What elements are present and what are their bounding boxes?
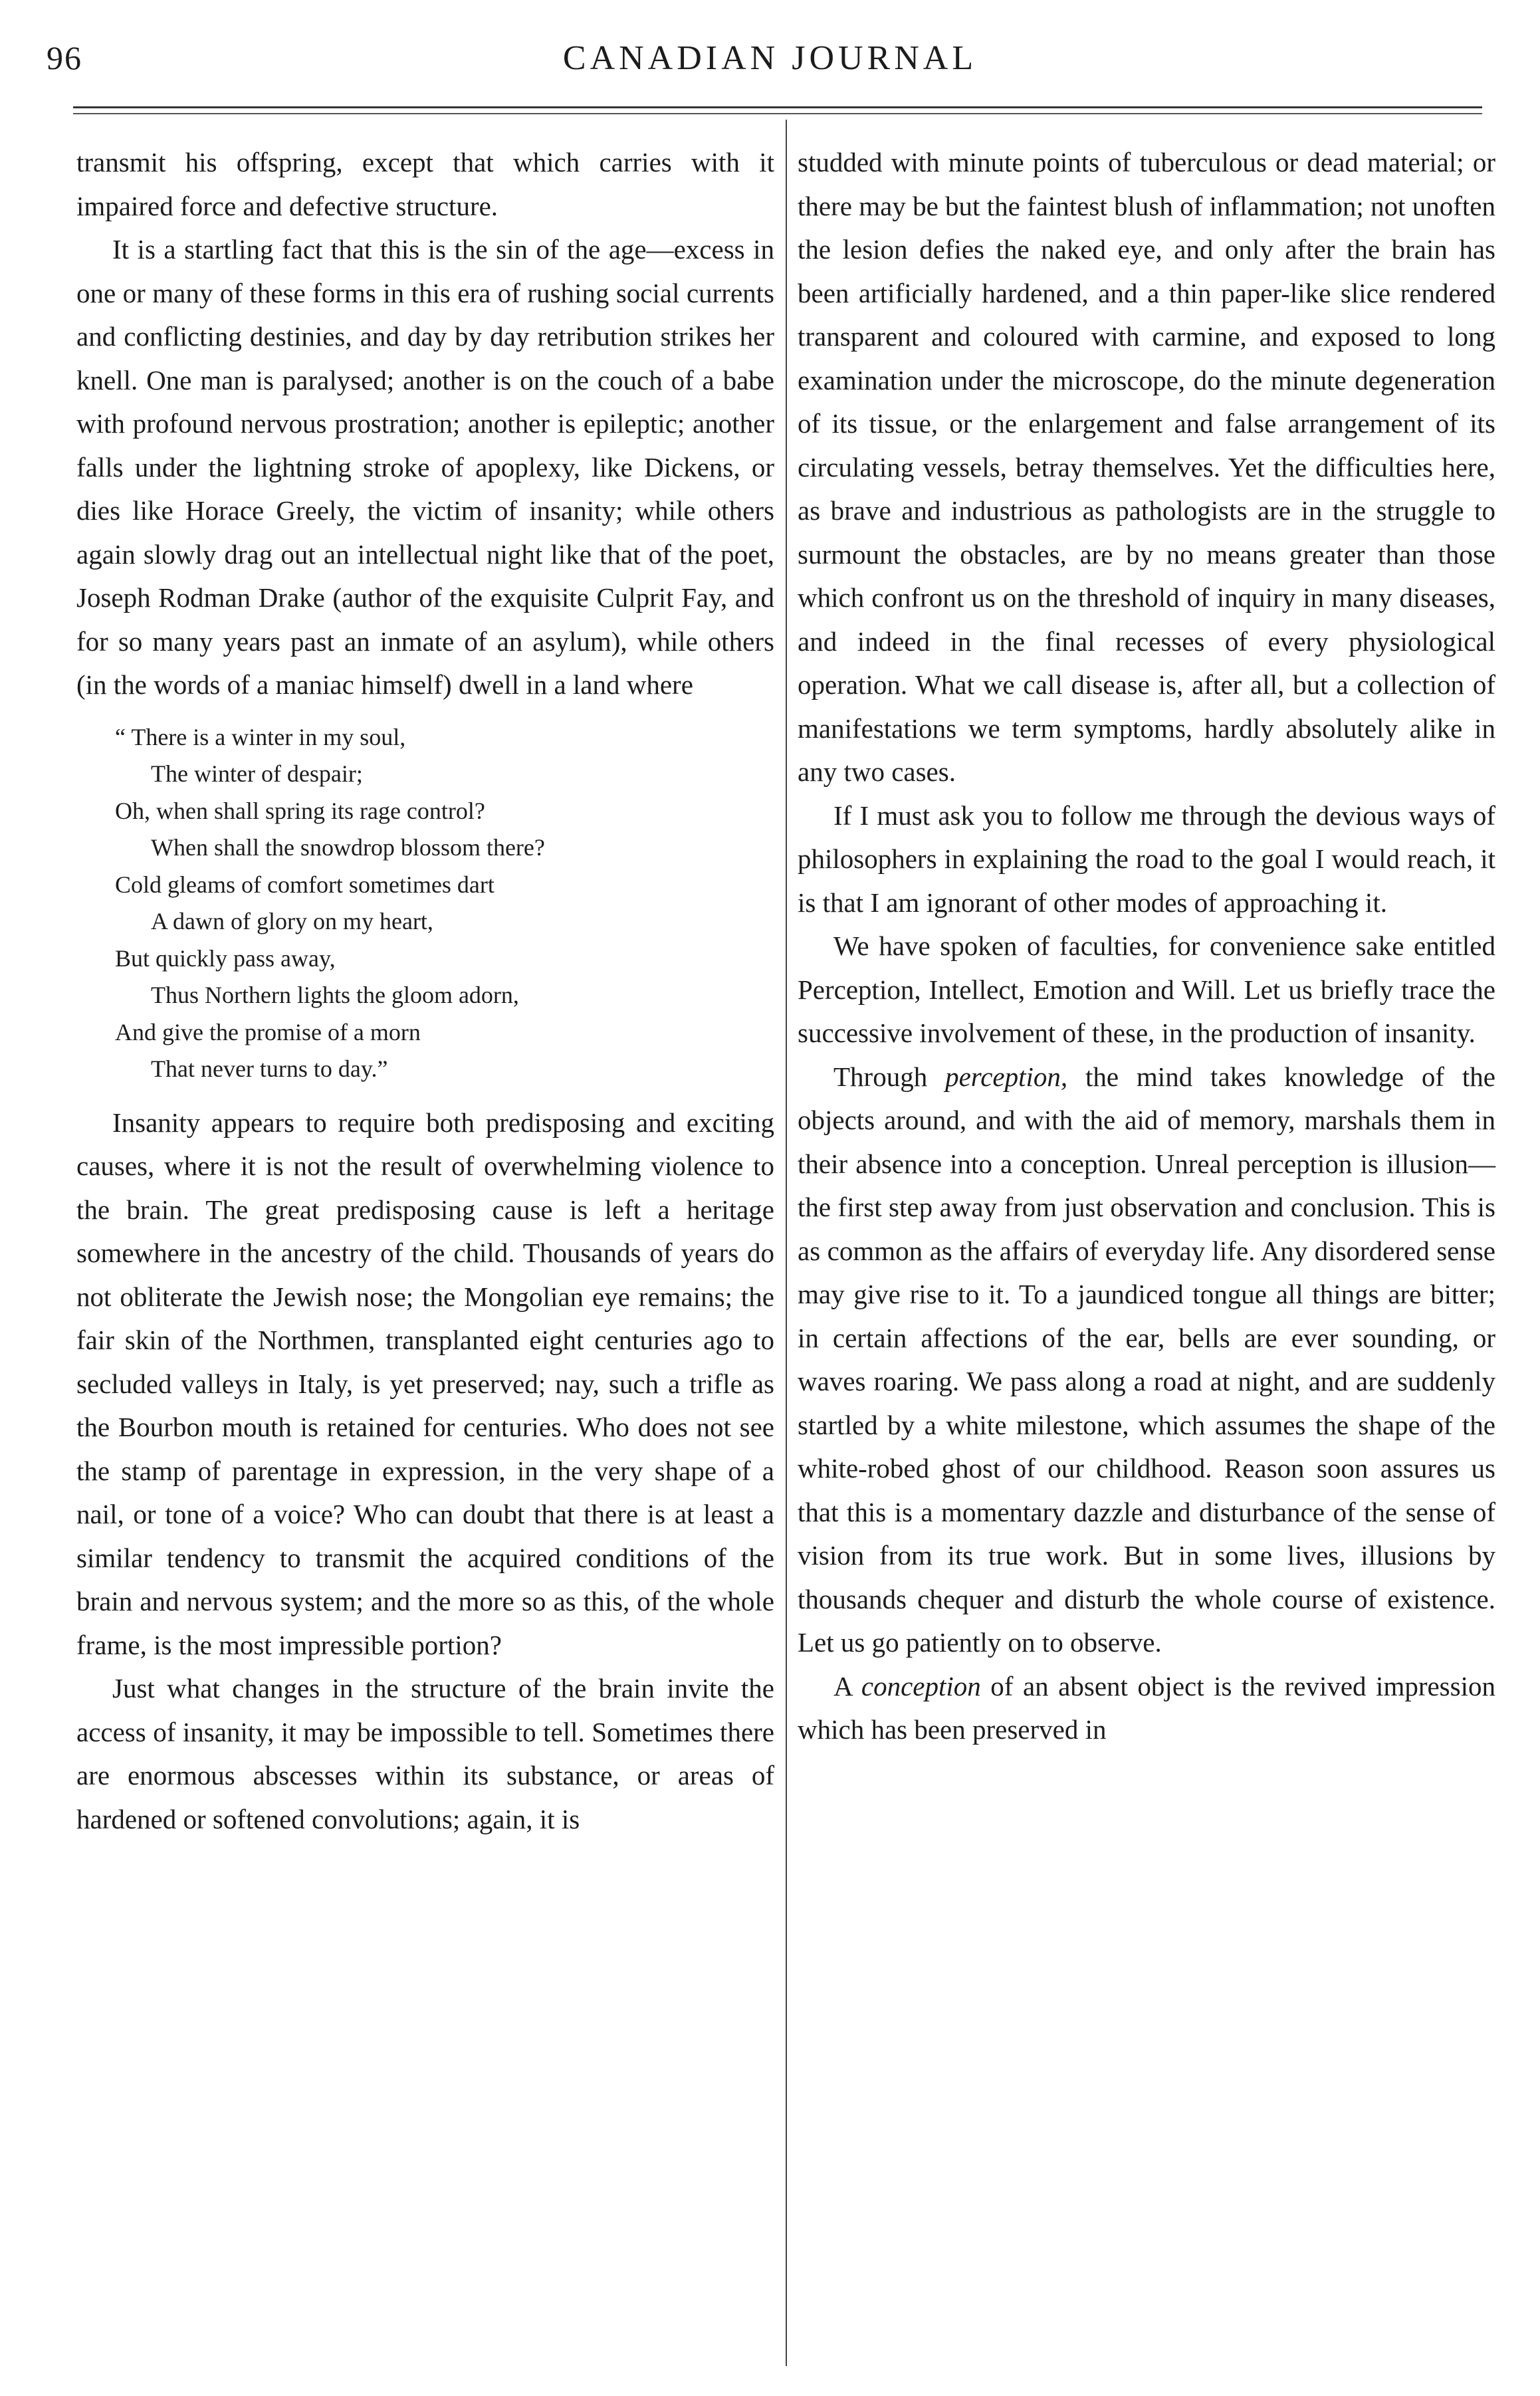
column-divider bbox=[786, 120, 787, 2366]
verse-line: But quickly pass away, bbox=[115, 944, 336, 972]
paragraph: Insanity appears to require both predisposing and exciting causes, where it is not the result of overwhelming violence to the brain. The great predisposing cause is left a heritage somewhere in the ancestry of the child. Thousands of years do not obliterate the Jewish nose; the Mongolian eye remains; the fair skin of the Northmen, transplanted eight centuries ago to secluded valleys in Italy, is yet preserved; nay, such a trifle as the Bourbon mouth is retained for centuries. Who does not see the stamp of parentage in expression, in the very shape of a nail, or tone of a voice? Who can doubt that there is at least a similar tendency to transmit the acquired conditions of the brain and nervous system; and the more so as this, of the whole frame, is the most impressible portion? bbox=[76, 1107, 774, 1660]
paragraph bbox=[798, 1055, 1495, 1665]
emphasis-conception: conception bbox=[861, 1670, 981, 1701]
page-header bbox=[0, 0, 1540, 126]
verse-line: A dawn of glory on my heart, bbox=[151, 908, 433, 934]
verse-line: Cold gleams of comfort sometimes dart bbox=[115, 871, 495, 898]
page-number: 96 bbox=[47, 39, 82, 76]
right-column bbox=[798, 141, 1495, 1752]
header-rule-secondary bbox=[73, 113, 1482, 114]
paragraph: It is a startling fact that this is the sin of the age—excess in one or many of these forms in this era of rushing social currents and conflicting destinies, and day by day retribution strikes her knell. One man is paralysed; another is on the couch of a babe with profound nervous prostration; another is epileptic; another falls under the lightning stroke of apoplexy, like Dickens, or dies like Horace Greely, the victim of insanity; while others again slowly drag out an intellectual night like that of the poet, Joseph Rodman Drake (author of the exquisite Culprit Fay, and for so many years past an inmate of an asylum), while others (in the words of a maniac himself) dwell in a land where bbox=[76, 234, 774, 700]
paragraph: studded with minute points of tuberculous or dead material; or there may be but the faintest blush of inflammation; not unoften the lesion defies the naked eye, and only after the brain has been artificially hardened, and a thin paper-like slice rendered transparent and coloured with carmine, and exposed to long examination under the microscope, do the minute degeneration of its tissue, or the enlargement and false arrangement of its circulating vessels, betray themselves. Yet the difficulties here, as brave and industrious as pathologists are in the struggle to surmount the obstacles, are by no means greater than those which confront us on the threshold of inquiry in many diseases, and indeed in the final recesses of every physiological operation. What we call disease is, after all, but a collection of manifestations we term symptoms, hardly absolutely alike in any two cases. bbox=[798, 147, 1495, 787]
verse-quote bbox=[76, 719, 774, 1088]
text-run: the mind takes knowledge of the objects around, and with the aid of memory, marshals them in their absence into a conception. Unreal perception is illusion—the first step away from just observation and conclusion. This is as common as the affairs of everyday life. Any disordered sense may give rise to it. To a jaundiced tongue all things are bitter; in certain affections of the ear, bells are ever sounding, or waves roaring. We pass along a road at night, and are suddenly startled by a white milestone, which assumes the shape of the white-robed ghost of our childhood. Reason soon assures us that this is a momentary dazzle and disturbance of the sense of vision from its true work. But in some lives, illusions by thousands chequer and disturb the whole course of existence. Let us go patiently on to observe. bbox=[798, 1061, 1495, 1658]
verse-line: When shall the snowdrop blossom there? bbox=[151, 834, 545, 861]
paragraph: Just what changes in the structure of the brain invite the access of insanity, it may be impossible to tell. Sometimes there are enormous abscesses within its substance, or areas of hardened or softened convolutions; again, it is bbox=[76, 1673, 774, 1834]
verse-line: Thus Northern lights the gloom adorn, bbox=[151, 982, 519, 1008]
paragraph: transmit his offspring, except that which carries with it impaired force and defective structure. bbox=[76, 147, 774, 221]
journal-title: CANADIAN JOURNAL bbox=[562, 39, 978, 77]
emphasis-perception: perception, bbox=[945, 1061, 1068, 1092]
verse-line: And give the promise of a morn bbox=[115, 1018, 421, 1045]
paragraph bbox=[798, 1665, 1495, 1752]
text-run: Through bbox=[833, 1061, 946, 1092]
paragraph: If I must ask you to follow me through the devious ways of philosophers in explaining the road to the goal I would reach, it is that I am ignorant of other modes of approaching it. bbox=[798, 800, 1495, 918]
verse-line: Oh, when shall spring its rage control? bbox=[115, 797, 485, 824]
verse-line: The winter of despair; bbox=[151, 760, 363, 787]
text-run: of an absent object is the revived impression which has been preserved in bbox=[798, 1670, 1495, 1745]
header-rule bbox=[73, 106, 1482, 108]
paragraph: We have spoken of faculties, for convenience sake entitled Perception, Intellect, Emotion and Will. Let us briefly trace the successive involvement of these, in the production of insanity. bbox=[798, 930, 1495, 1048]
verse-line: “ There is a winter in my soul, bbox=[115, 723, 406, 750]
left-column bbox=[76, 141, 774, 1841]
text-run: A bbox=[833, 1670, 861, 1701]
verse-line: That never turns to day.” bbox=[151, 1055, 388, 1082]
